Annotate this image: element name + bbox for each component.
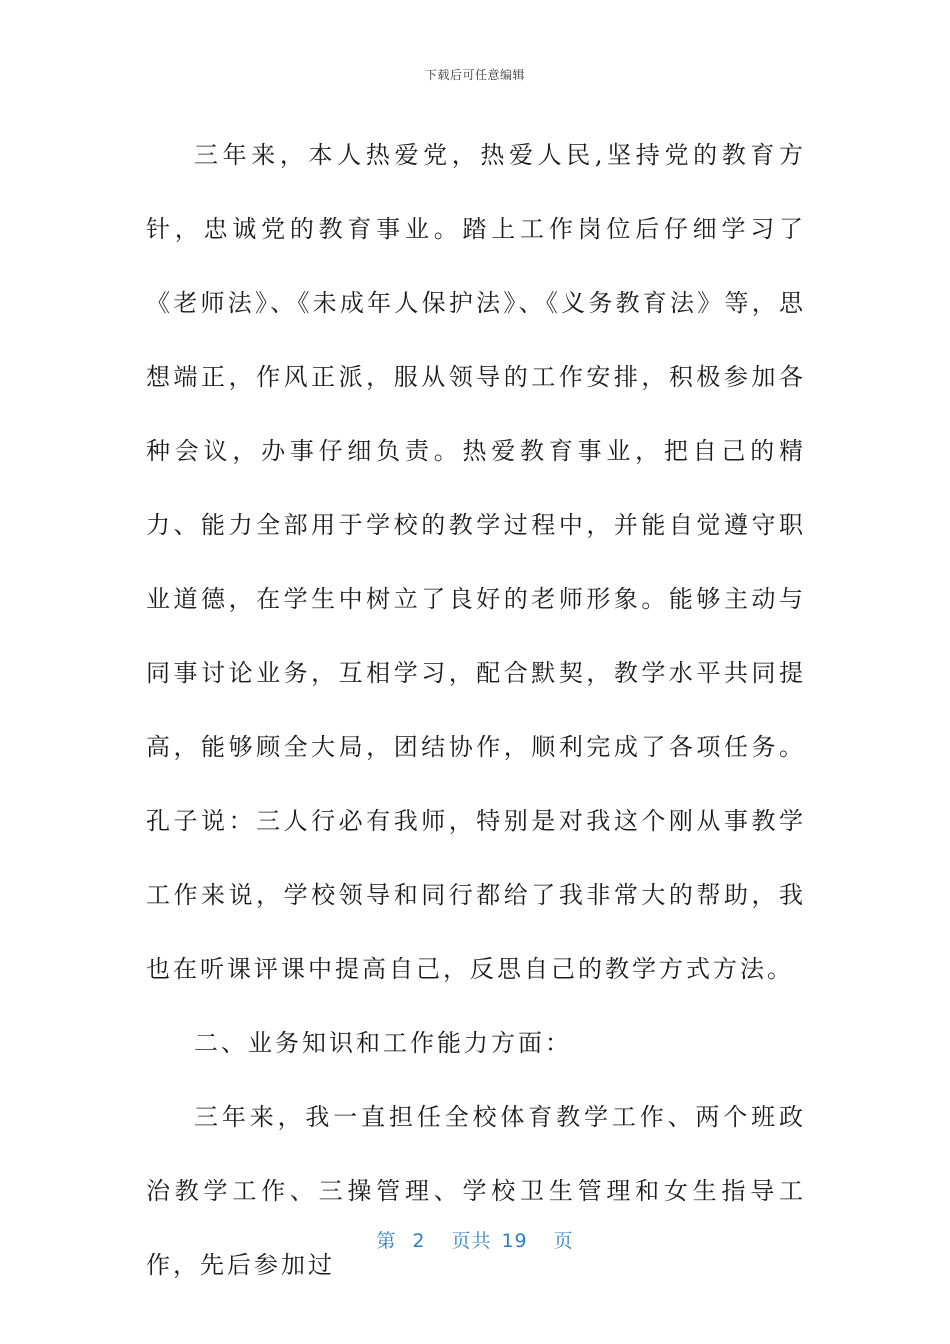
footer-suffix: 页 [553,1230,574,1252]
header-note: 下载后可任意编辑 [424,68,525,82]
page-number-footer [0,1226,950,1253]
footer-prefix: 第 [376,1230,397,1252]
paragraph: 三年来，我一直担任全校体育教学工作、两个班政治教学工作、三操管理、学校卫生管理和女生指导工作，先后参加过 [146,1103,806,1279]
paragraph: 三年来，本人热爱党，热爱人民,坚持党的教育方针，忠诚党的教育事业。踏上工作岗位后仔细学习了《老师法》、《未成年人保护法》、《义务教育法》等，思想端正，作风正派，服从领导的工作安排，积极参加各种会议，办事仔细负责。热爱教育事业，把自己的精力、能力全部用于学校的教学过程中，并能自觉遵守职业道德，在学生中树立了良好的老师形象。能够主动与同事讨论业务，互相学习，配合默契，教学水平共同提高，能够顾全大局，团结协作，顺利完成了各项任务。孔子说：三人行必有我师，特别是对我这个刚从事教学工作来说，学校领导和同行都给了我非常大的帮助，我也在听课评课中提高自己，反思自己的教学方式方法。 [146,141,806,983]
footer-middle: 页共 [451,1230,492,1252]
document-body [146,118,806,1302]
footer-page-number: 2 [412,1230,426,1252]
footer-total-pages: 19 [501,1230,528,1252]
section-heading: 二、业务知识和工作能力方面： [194,1029,572,1057]
